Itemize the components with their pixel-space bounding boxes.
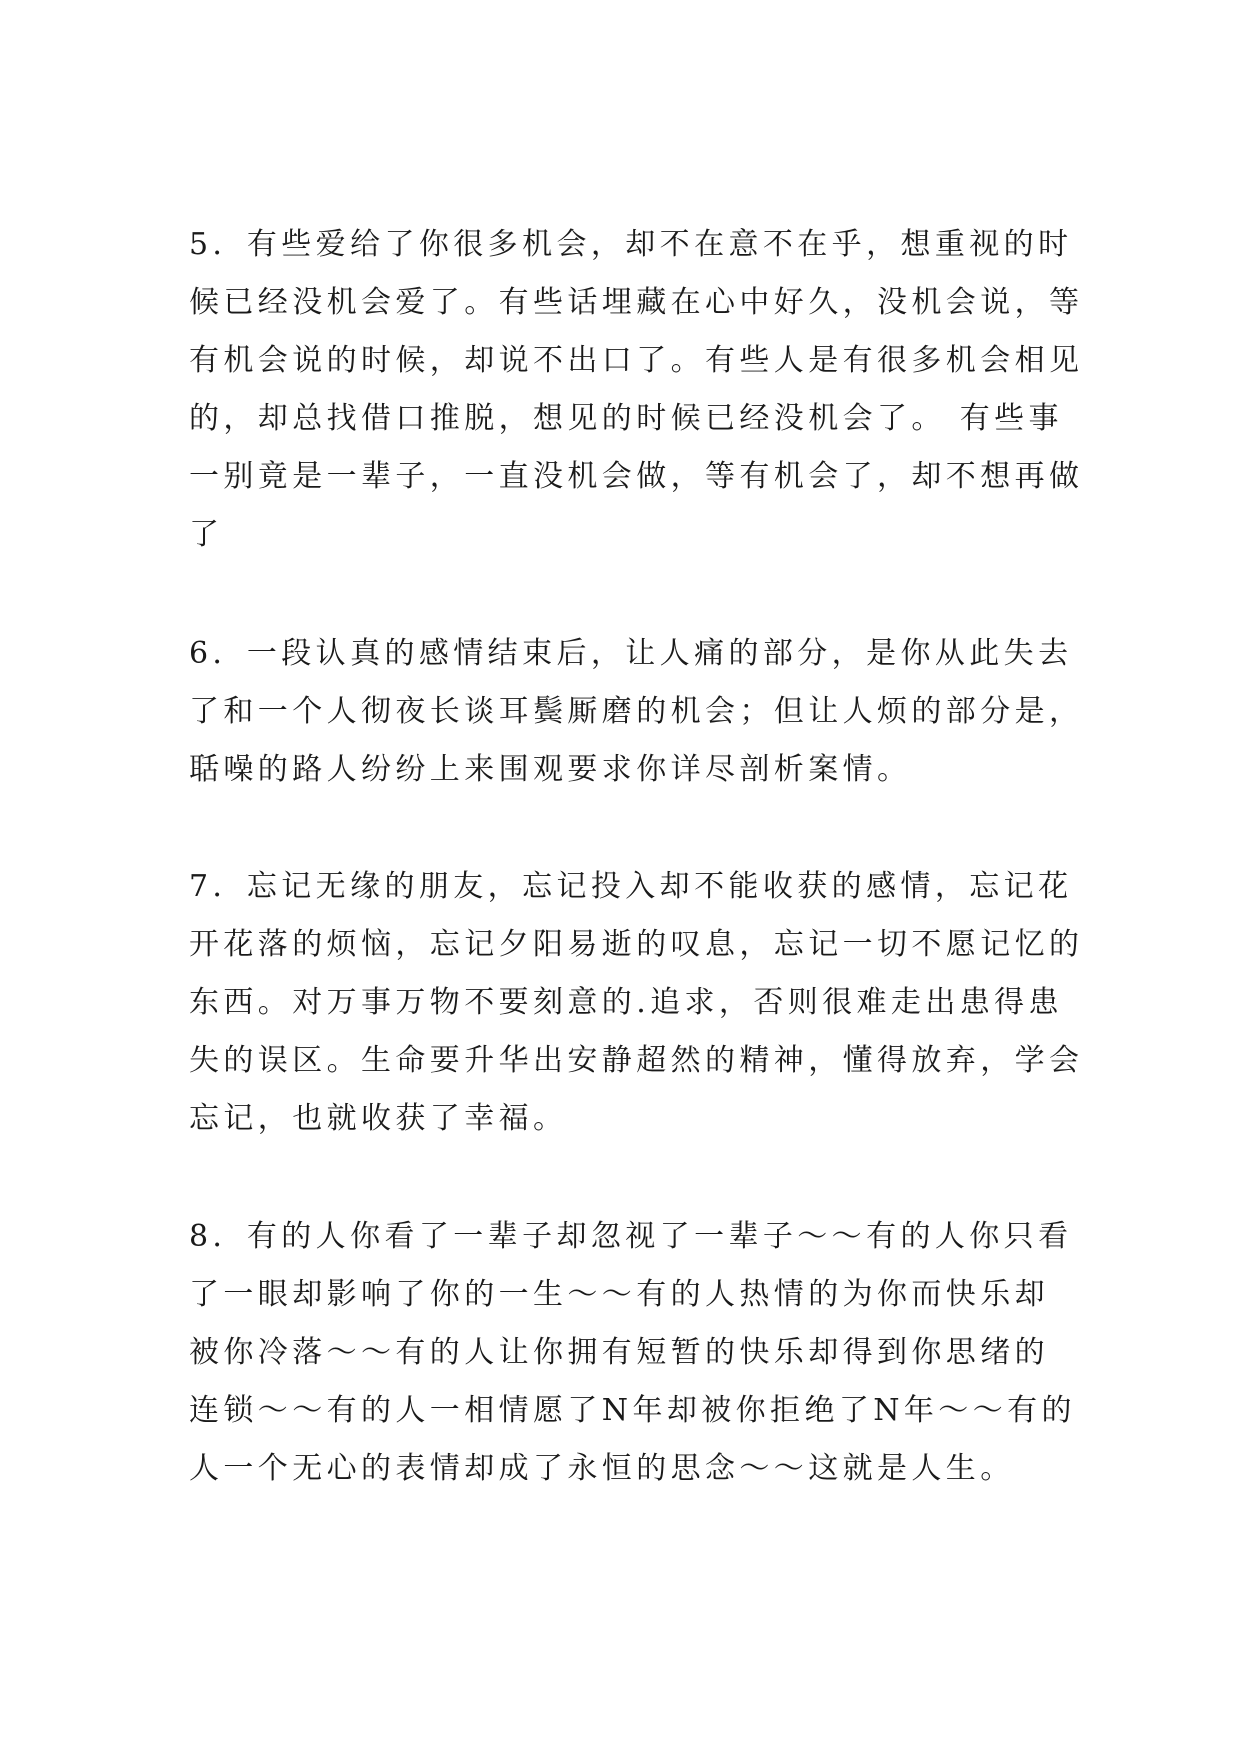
text-line: 忘记，也就收获了幸福。 — [189, 1101, 568, 1136]
text-line: 7．忘记无缘的朋友，忘记投入却不能收获的感情，忘记花 — [189, 869, 1073, 904]
text-line: 6．一段认真的感情结束后，让人痛的部分，是你从此失去 — [189, 636, 1073, 671]
paragraph-6 — [189, 625, 1084, 799]
text-line: 被你冷落～～有的人让你拥有短暂的快乐却得到你思绪的 — [189, 1335, 1049, 1370]
text-line: 的，却总找借口推脱，想见的时候已经没机会了。 有些事 — [189, 401, 1063, 436]
paragraph-5 — [189, 216, 1084, 564]
text-line: 连锁～～有的人一相情愿了N年却被你拒绝了N年～～有的 — [189, 1393, 1076, 1428]
text-line: 有机会说的时候，却说不出口了。有些人是有很多机会相见 — [189, 343, 1084, 378]
text-line: 了 — [189, 517, 224, 552]
paragraph-7 — [189, 858, 1084, 1148]
text-line: 东西。对万事万物不要刻意的.追求，否则很难走出患得患 — [189, 985, 1063, 1020]
text-line: 开花落的烦恼，忘记夕阳易逝的叹息，忘记一切不愿记忆的 — [189, 927, 1084, 962]
text-line: 了一眼却影响了你的一生～～有的人热情的为你而快乐却 — [189, 1277, 1049, 1312]
text-line: 候已经没机会爱了。有些话埋藏在心中好久，没机会说，等 — [189, 285, 1084, 320]
text-line: 5．有些爱给了你很多机会，却不在意不在乎，想重视的时 — [189, 227, 1073, 262]
text-line: 人一个无心的表情却成了永恒的思念～～这就是人生。 — [189, 1451, 1015, 1486]
paragraph-8 — [189, 1208, 1076, 1498]
text-line: 失的误区。生命要升华出安静超然的精神，懂得放弃，学会 — [189, 1043, 1084, 1078]
text-line: 聒噪的路人纷纷上来围观要求你详尽剖析案情。 — [189, 752, 912, 787]
text-line: 了和一个人彻夜长谈耳鬓厮磨的机会；但让人烦的部分是， — [189, 694, 1084, 729]
text-line: 8．有的人你看了一辈子却忽视了一辈子～～有的人你只看 — [189, 1219, 1073, 1254]
text-line: 一别竟是一辈子，一直没机会做，等有机会了，却不想再做 — [189, 459, 1084, 494]
